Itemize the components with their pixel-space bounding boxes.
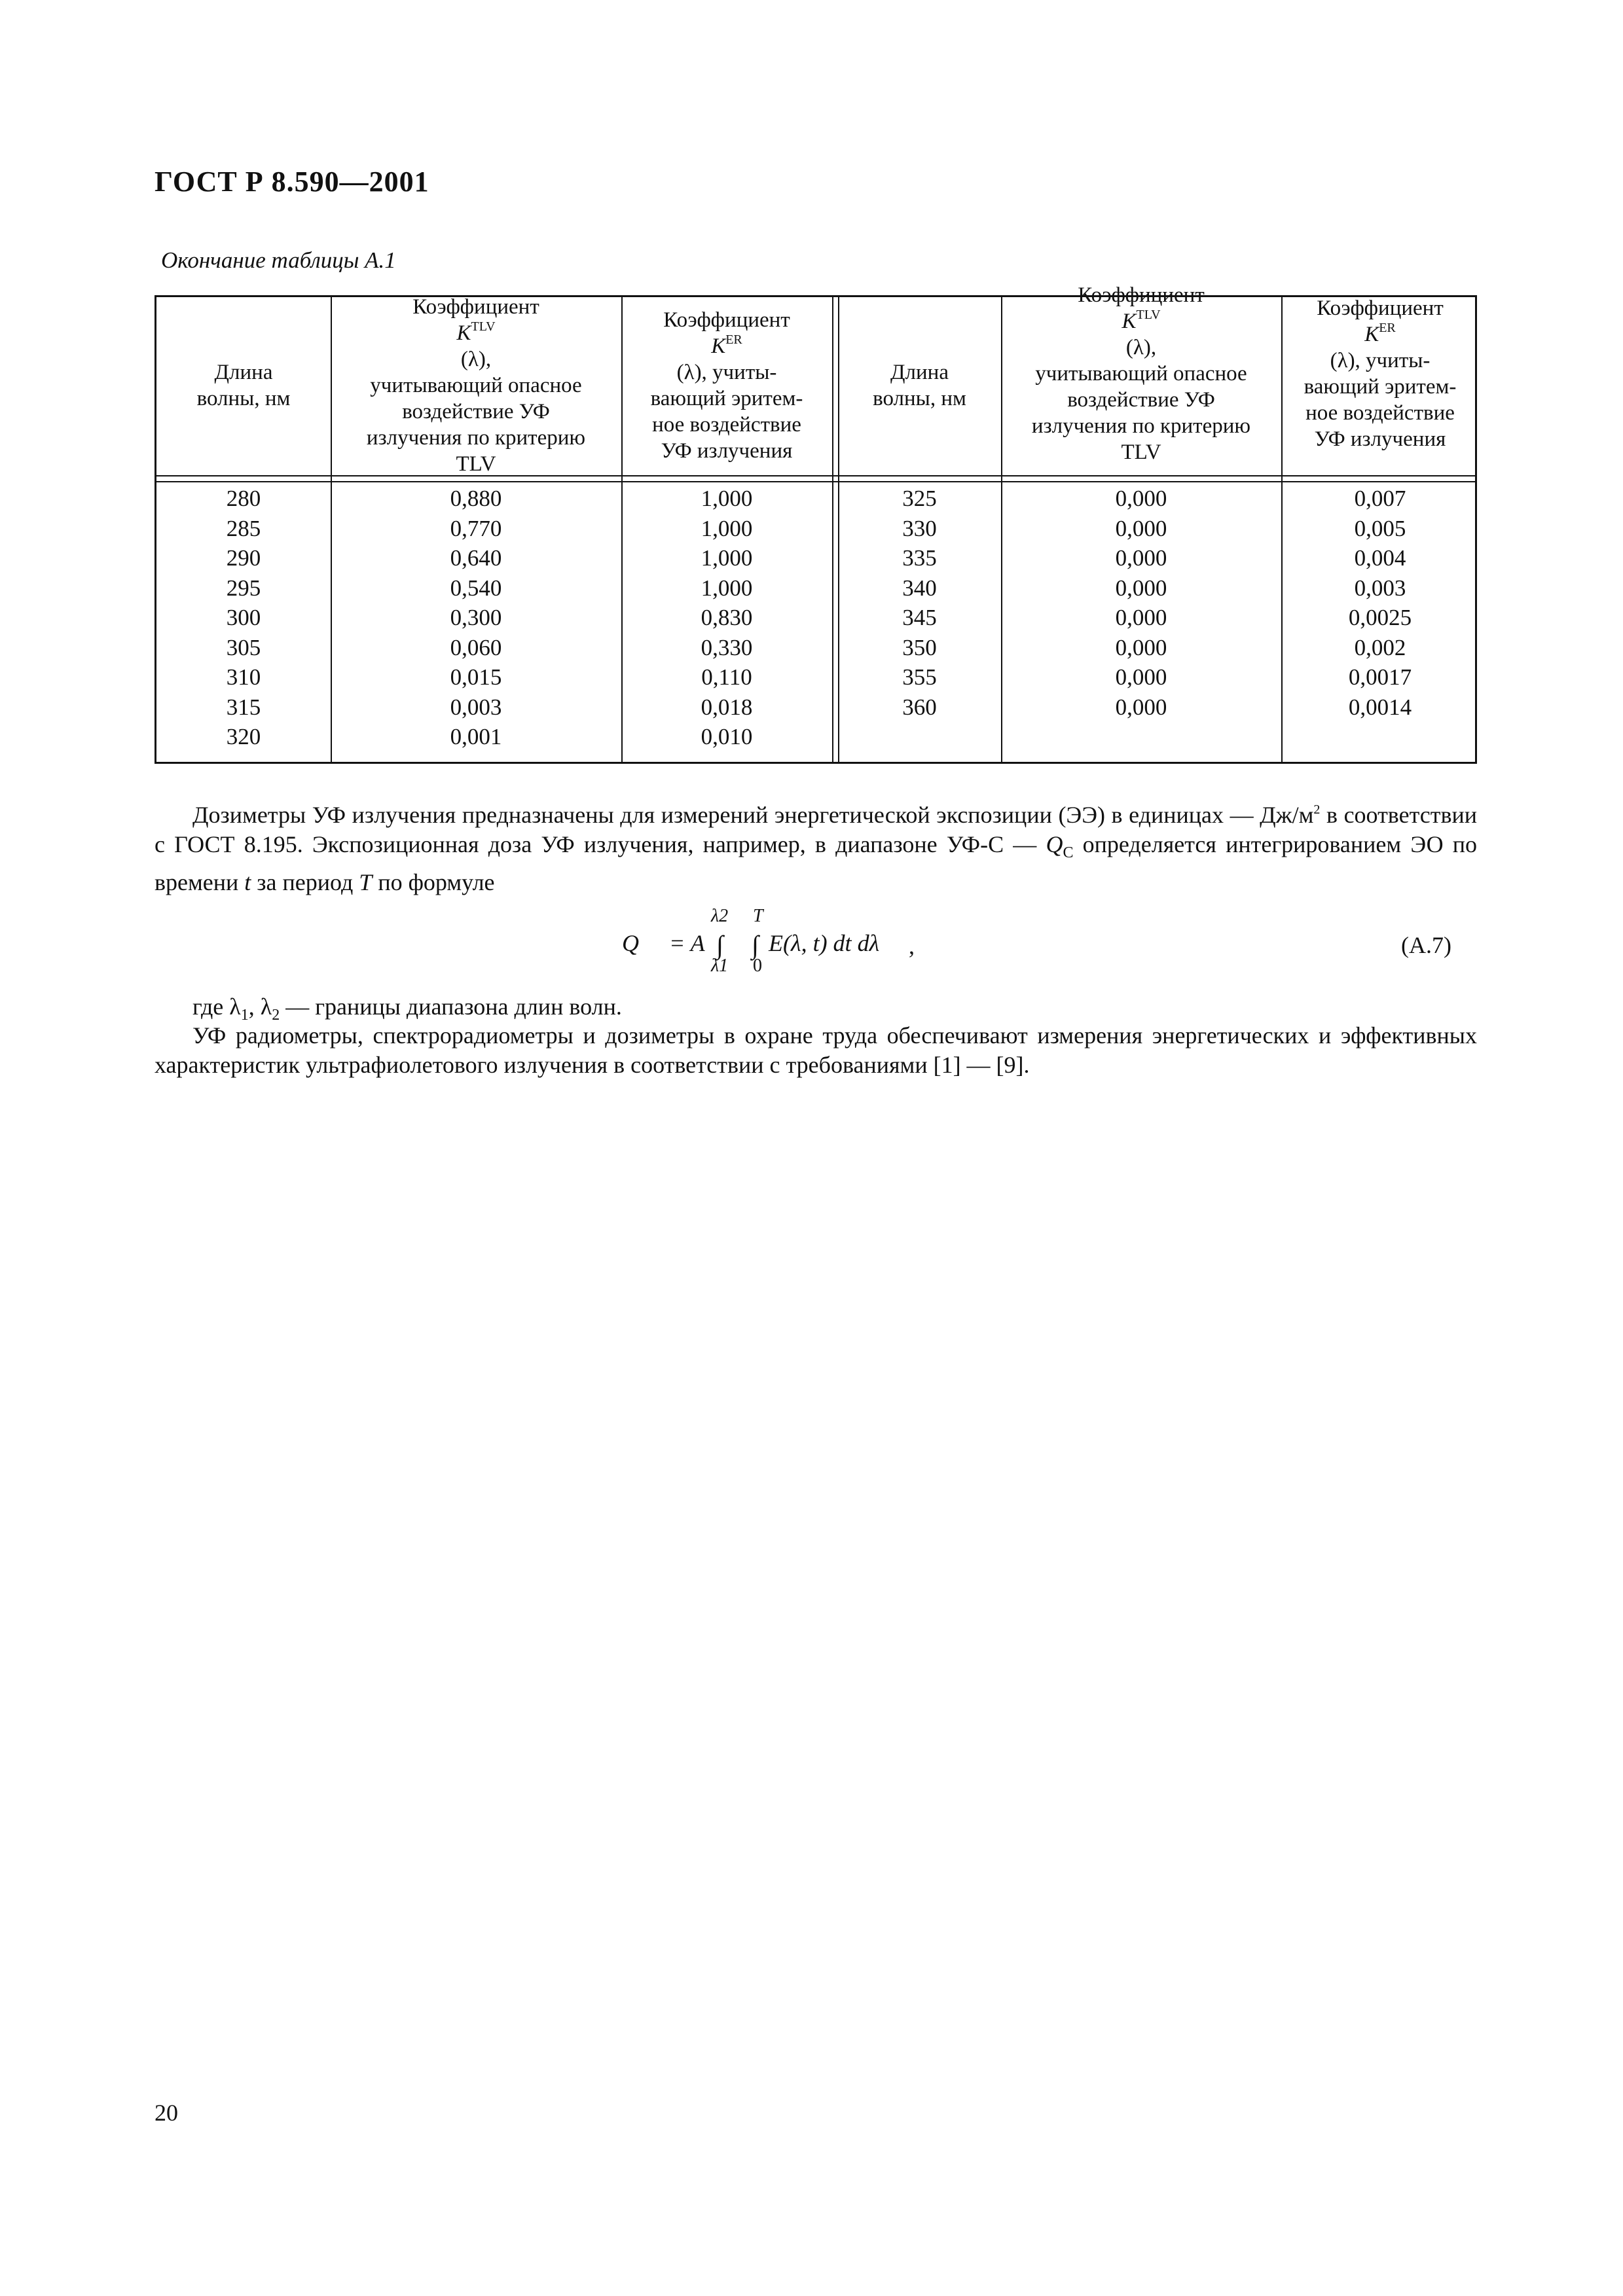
coefficients-table bbox=[155, 283, 1477, 764]
table-divider bbox=[832, 297, 833, 762]
table-cell: 280 bbox=[226, 486, 261, 511]
table-cell: 0,060 bbox=[450, 634, 502, 660]
table-cell: 340 bbox=[902, 575, 937, 601]
header-wavelength-right: Длина волны, нм bbox=[873, 361, 966, 410]
table-cell: 335 bbox=[902, 545, 937, 571]
table-cell: 290 bbox=[226, 545, 261, 571]
table-cell: 315 bbox=[226, 694, 261, 720]
table-cell: 0,300 bbox=[450, 605, 502, 630]
formula-integrand: E(λ, t) dt dλ bbox=[769, 930, 880, 956]
table-cell: 1,000 bbox=[701, 486, 753, 511]
table-cell: 0,000 bbox=[1115, 575, 1167, 601]
formula-upper-limit-2: T bbox=[753, 906, 763, 926]
table-cell: 0,007 bbox=[1354, 486, 1406, 511]
table-cell: 0,001 bbox=[450, 724, 502, 749]
header-divider bbox=[156, 475, 1475, 476]
header-ktlv-right: Коэффициент $K^{TLV}$ (λ), учитывающий опасное воздействие УФ излучения по критерию TLV bbox=[1031, 283, 1251, 464]
table-cell: 0,000 bbox=[1115, 545, 1167, 571]
column-ker-right bbox=[1281, 484, 1479, 722]
table-cell: 0,004 bbox=[1354, 545, 1406, 571]
formula-lower-limit-1: λ1 bbox=[711, 956, 729, 976]
table-cell: 0,000 bbox=[1115, 664, 1167, 690]
paragraph-where: где $\lambda_1$, $\lambda_2$ — границы диапазона длин волн. bbox=[192, 994, 622, 1024]
table-cell: 350 bbox=[902, 634, 937, 660]
table-cell: 0,640 bbox=[450, 545, 502, 571]
formula-number: (А.7) bbox=[1401, 932, 1451, 958]
paragraph-radiometers: УФ радиометры, спектрорадиометры и дозиметры в охране труда обеспечивают измерения энергетических и эффективных характеристик ультрафиолетового излучения в соответствии с требованиями [1] — [9]. bbox=[155, 1022, 1477, 1078]
formula-lhs: Q bbox=[622, 930, 639, 956]
table-cell: 1,000 bbox=[701, 575, 753, 601]
header-ktlv: Коэффициент $K^{TLV}$ (λ), учитывающий опасное воздействие УФ излучения по критерию TLV bbox=[366, 295, 586, 476]
table-cell: 0,0014 bbox=[1348, 694, 1412, 720]
header-ker-right: Коэффициент $K^{ER}$ (λ), учиты- вающий эритем- ное воздействие УФ излучения bbox=[1304, 296, 1457, 451]
header-wavelength: Длина волны, нм bbox=[196, 361, 291, 410]
table-cell: 310 bbox=[226, 664, 261, 690]
header-divider bbox=[156, 481, 1475, 482]
formula-eq: = A bbox=[669, 930, 705, 956]
integral-symbol: ∫ bbox=[716, 930, 723, 960]
table-cell: 0,0017 bbox=[1348, 664, 1412, 690]
formula-comma: , bbox=[909, 933, 915, 959]
paragraph-dosimeters: Дозиметры УФ излучения предназначены для измерений энергетической экспозиции (ЭЭ) в единицах — $Дж/м^2$ в соответствии с ГОСТ 8.195. Экспозиционная доза УФ излучения, например, в диапазоне УФ-С — $Q_С$ определяется интегрированием ЭО по времени t за период T по формуле bbox=[155, 802, 1478, 896]
table-cell: 0,000 bbox=[1115, 605, 1167, 630]
table-cell: 305 bbox=[226, 634, 261, 660]
table-cell: 0,000 bbox=[1115, 634, 1167, 660]
column-ktlv-right bbox=[1001, 484, 1281, 722]
table-cell: 0,002 bbox=[1354, 634, 1406, 660]
table-cell: 0,000 bbox=[1115, 515, 1167, 541]
table-cell: 0,005 bbox=[1354, 515, 1406, 541]
table-cell: 0,000 bbox=[1115, 694, 1167, 720]
integral-symbol: ∫ bbox=[752, 930, 759, 960]
table-cell: 0,015 bbox=[450, 664, 502, 690]
table-cell: 345 bbox=[902, 605, 937, 630]
table-cell: 0,770 bbox=[450, 515, 502, 541]
table-cell: 360 bbox=[902, 694, 937, 720]
table-cell: 285 bbox=[226, 515, 261, 541]
table-cell: 320 bbox=[226, 724, 261, 749]
table-cell: 325 bbox=[902, 486, 937, 511]
table-cell: 0,110 bbox=[701, 664, 752, 690]
table-cell: 1,000 bbox=[701, 545, 753, 571]
formula-a7 bbox=[622, 906, 1211, 984]
table-cell: 0,330 bbox=[701, 634, 753, 660]
table-cell: 1,000 bbox=[701, 515, 753, 541]
table-cell: 330 bbox=[902, 515, 937, 541]
header-ker: Коэффициент $K^{ER}$ (λ), учиты- вающий эритем- ное воздействие УФ излучения bbox=[650, 308, 803, 463]
formula-upper-limit-1: λ2 bbox=[711, 906, 729, 926]
table-cell: 300 bbox=[226, 605, 261, 630]
table-cell: 0,003 bbox=[1354, 575, 1406, 601]
table-cell: 295 bbox=[226, 575, 261, 601]
table-cell: 0,540 bbox=[450, 575, 502, 601]
column-wavelength-right bbox=[838, 484, 1001, 722]
column-ktlv-left bbox=[331, 484, 621, 752]
table-cell: 0,830 bbox=[701, 605, 753, 630]
table-cell: 0,010 bbox=[701, 724, 753, 749]
column-ker-left bbox=[621, 484, 832, 752]
table-cell: 355 bbox=[902, 664, 937, 690]
formula-lower-limit-2: 0 bbox=[753, 956, 762, 976]
table-cell: 0,003 bbox=[450, 694, 502, 720]
table-cell: 0,0025 bbox=[1348, 605, 1412, 630]
table-caption: Окончание таблицы А.1 bbox=[161, 247, 396, 273]
table-cell: 0,000 bbox=[1115, 486, 1167, 511]
document-header: ГОСТ Р 8.590—2001 bbox=[155, 166, 429, 198]
table-cell: 0,018 bbox=[701, 694, 753, 720]
page-number: 20 bbox=[155, 2100, 178, 2126]
table-cell: 0,880 bbox=[450, 486, 502, 511]
column-wavelength-left bbox=[156, 484, 331, 752]
